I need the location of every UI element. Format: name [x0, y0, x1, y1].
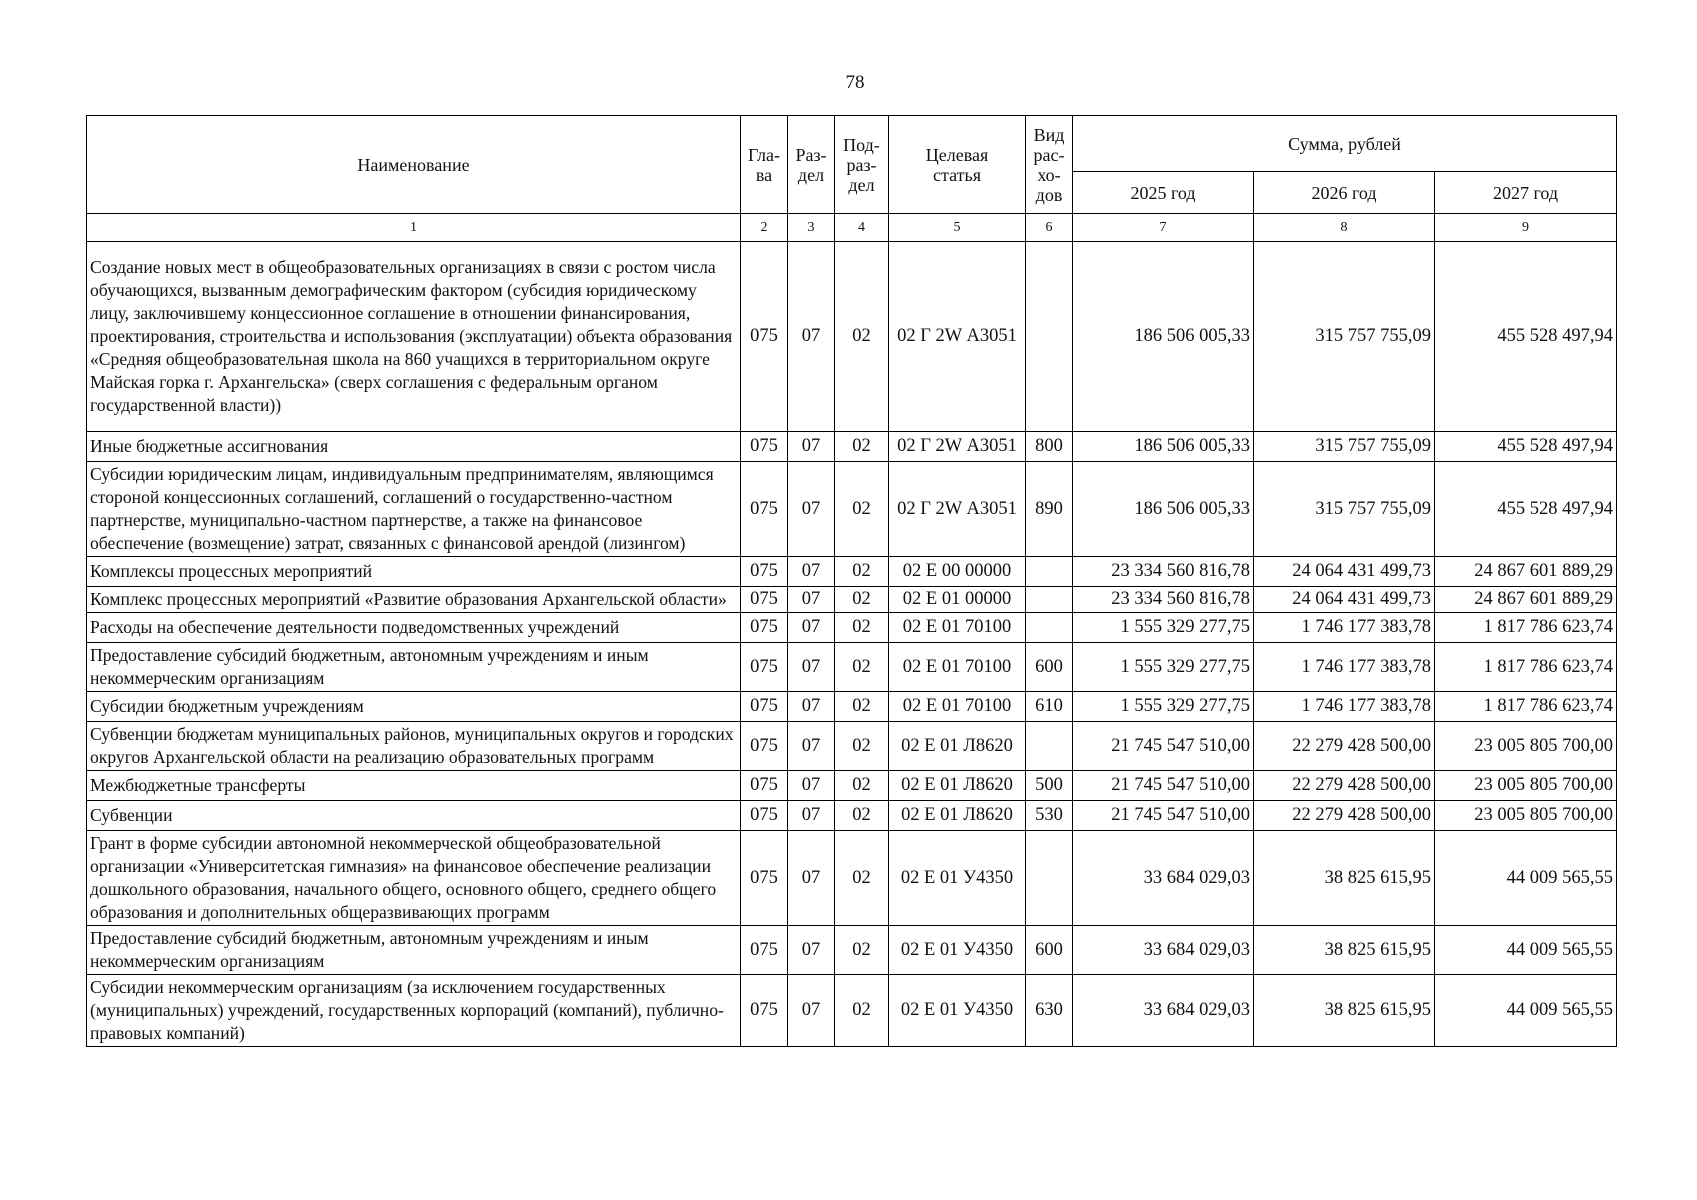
row-expense-type — [1026, 587, 1073, 613]
header-expense-type: Вид рас- хо- дов — [1026, 116, 1073, 214]
row-name: Комплексы процессных мероприятий — [87, 557, 741, 587]
header-year-2026: 2026 год — [1254, 172, 1435, 214]
row-sum-2026: 24 064 431 499,73 — [1254, 587, 1435, 613]
row-target-article: 02 Г 2W А3051 — [889, 432, 1026, 462]
table-body — [87, 242, 1617, 1047]
row-target-article: 02 Е 01 У4350 — [889, 975, 1026, 1047]
row-sum-2027: 1 817 786 623,74 — [1435, 692, 1617, 722]
row-chapter: 075 — [741, 432, 788, 462]
row-section: 07 — [788, 643, 835, 692]
row-sum-2025: 186 506 005,33 — [1073, 432, 1254, 462]
row-sum-2027: 24 867 601 889,29 — [1435, 557, 1617, 587]
row-target-article: 02 Г 2W А3051 — [889, 242, 1026, 432]
row-target-article: 02 Е 01 70100 — [889, 643, 1026, 692]
row-sum-2027: 44 009 565,55 — [1435, 831, 1617, 926]
row-subsection: 02 — [835, 587, 889, 613]
row-sum-2027: 24 867 601 889,29 — [1435, 587, 1617, 613]
row-chapter: 075 — [741, 643, 788, 692]
row-expense-type — [1026, 722, 1073, 771]
column-number: 2 — [741, 214, 788, 242]
column-numbers-row — [87, 214, 1617, 242]
row-chapter: 075 — [741, 462, 788, 557]
row-section: 07 — [788, 692, 835, 722]
row-chapter: 075 — [741, 557, 788, 587]
header-name: Наименование — [87, 116, 741, 214]
row-target-article: 02 Е 01 Л8620 — [889, 771, 1026, 801]
table-row — [87, 643, 1617, 692]
row-sum-2025: 186 506 005,33 — [1073, 462, 1254, 557]
row-sum-2026: 1 746 177 383,78 — [1254, 692, 1435, 722]
row-name: Создание новых мест в общеобразовательных организациях в связи с ростом числа обучающихся, вызванным демографическим фактором (субсидия юридическому лицу, заключившему концессионное соглашение в отношении финансирования, проектирования, строительства и использования (эксплуатации) объекта образования «Средняя общеобразовательная школа на 860 учащихся в территориальном округе Майская горка г. Архангельска» (сверх соглашения с федеральным органом государственной власти)) — [87, 242, 741, 432]
table-header — [87, 116, 1617, 242]
row-section: 07 — [788, 613, 835, 643]
row-expense-type: 610 — [1026, 692, 1073, 722]
row-name: Субсидии бюджетным учреждениям — [87, 692, 741, 722]
row-sum-2025: 33 684 029,03 — [1073, 975, 1254, 1047]
row-sum-2027: 455 528 497,94 — [1435, 432, 1617, 462]
row-section: 07 — [788, 432, 835, 462]
row-sum-2027: 44 009 565,55 — [1435, 975, 1617, 1047]
row-subsection: 02 — [835, 926, 889, 975]
row-name: Субвенции бюджетам муниципальных районов, муниципальных округов и городских округов Архангельской области на реализацию образовательных программ — [87, 722, 741, 771]
row-chapter: 075 — [741, 975, 788, 1047]
row-chapter: 075 — [741, 801, 788, 831]
table-row — [87, 462, 1617, 557]
budget-table — [86, 115, 1617, 1047]
row-target-article: 02 Е 01 У4350 — [889, 926, 1026, 975]
row-subsection: 02 — [835, 692, 889, 722]
row-expense-type — [1026, 242, 1073, 432]
row-expense-type — [1026, 557, 1073, 587]
row-target-article: 02 Е 01 70100 — [889, 692, 1026, 722]
row-section: 07 — [788, 801, 835, 831]
row-section: 07 — [788, 722, 835, 771]
row-subsection: 02 — [835, 722, 889, 771]
row-expense-type: 890 — [1026, 462, 1073, 557]
table-row — [87, 432, 1617, 462]
table-row — [87, 926, 1617, 975]
row-sum-2027: 1 817 786 623,74 — [1435, 613, 1617, 643]
row-section: 07 — [788, 557, 835, 587]
table-row — [87, 557, 1617, 587]
table-row — [87, 801, 1617, 831]
row-target-article: 02 Е 01 У4350 — [889, 831, 1026, 926]
row-subsection: 02 — [835, 613, 889, 643]
row-section: 07 — [788, 242, 835, 432]
row-sum-2027: 1 817 786 623,74 — [1435, 643, 1617, 692]
row-subsection: 02 — [835, 557, 889, 587]
row-name: Комплекс процессных мероприятий «Развитие образования Архангельской области» — [87, 587, 741, 613]
row-subsection: 02 — [835, 462, 889, 557]
row-sum-2025: 21 745 547 510,00 — [1073, 771, 1254, 801]
page-number: 78 — [845, 72, 865, 93]
row-sum-2026: 22 279 428 500,00 — [1254, 801, 1435, 831]
row-expense-type: 530 — [1026, 801, 1073, 831]
row-sum-2026: 1 746 177 383,78 — [1254, 613, 1435, 643]
row-name: Субсидии некоммерческим организациям (за исключением государственных (муниципальных) учреждений, государственных корпораций (компаний), публично-правовых компаний) — [87, 975, 741, 1047]
table-row — [87, 692, 1617, 722]
row-sum-2027: 23 005 805 700,00 — [1435, 801, 1617, 831]
row-name: Межбюджетные трансферты — [87, 771, 741, 801]
row-sum-2026: 22 279 428 500,00 — [1254, 771, 1435, 801]
row-sum-2025: 23 334 560 816,78 — [1073, 557, 1254, 587]
column-number: 8 — [1254, 214, 1435, 242]
row-subsection: 02 — [835, 831, 889, 926]
row-expense-type — [1026, 613, 1073, 643]
row-sum-2027: 23 005 805 700,00 — [1435, 771, 1617, 801]
header-year-2027: 2027 год — [1435, 172, 1617, 214]
column-number: 5 — [889, 214, 1026, 242]
row-subsection: 02 — [835, 801, 889, 831]
row-name: Иные бюджетные ассигнования — [87, 432, 741, 462]
row-sum-2026: 315 757 755,09 — [1254, 242, 1435, 432]
row-name: Субвенции — [87, 801, 741, 831]
column-number: 3 — [788, 214, 835, 242]
column-number: 6 — [1026, 214, 1073, 242]
row-expense-type: 630 — [1026, 975, 1073, 1047]
row-sum-2026: 22 279 428 500,00 — [1254, 722, 1435, 771]
row-sum-2026: 38 825 615,95 — [1254, 926, 1435, 975]
row-sum-2025: 1 555 329 277,75 — [1073, 613, 1254, 643]
row-subsection: 02 — [835, 432, 889, 462]
row-sum-2026: 315 757 755,09 — [1254, 432, 1435, 462]
row-chapter: 075 — [741, 242, 788, 432]
header-subsection: Под- раз- дел — [835, 116, 889, 214]
row-subsection: 02 — [835, 975, 889, 1047]
row-sum-2027: 23 005 805 700,00 — [1435, 722, 1617, 771]
row-sum-2025: 186 506 005,33 — [1073, 242, 1254, 432]
row-sum-2026: 315 757 755,09 — [1254, 462, 1435, 557]
row-expense-type: 600 — [1026, 926, 1073, 975]
row-sum-2026: 24 064 431 499,73 — [1254, 557, 1435, 587]
row-target-article: 02 Е 01 Л8620 — [889, 722, 1026, 771]
row-sum-2025: 23 334 560 816,78 — [1073, 587, 1254, 613]
row-chapter: 075 — [741, 722, 788, 771]
table-row — [87, 587, 1617, 613]
row-sum-2025: 21 745 547 510,00 — [1073, 722, 1254, 771]
row-section: 07 — [788, 771, 835, 801]
row-target-article: 02 Г 2W А3051 — [889, 462, 1026, 557]
row-name: Предоставление субсидий бюджетным, автономным учреждениям и иным некоммерческим организациям — [87, 643, 741, 692]
row-sum-2025: 1 555 329 277,75 — [1073, 692, 1254, 722]
row-section: 07 — [788, 831, 835, 926]
row-sum-2025: 21 745 547 510,00 — [1073, 801, 1254, 831]
row-sum-2026: 38 825 615,95 — [1254, 831, 1435, 926]
row-section: 07 — [788, 462, 835, 557]
row-expense-type — [1026, 831, 1073, 926]
row-name: Предоставление субсидий бюджетным, автономным учреждениям и иным некоммерческим организациям — [87, 926, 741, 975]
header-sum: Сумма, рублей — [1073, 116, 1617, 172]
row-section: 07 — [788, 926, 835, 975]
row-sum-2025: 1 555 329 277,75 — [1073, 643, 1254, 692]
row-sum-2026: 38 825 615,95 — [1254, 975, 1435, 1047]
row-chapter: 075 — [741, 587, 788, 613]
row-name: Расходы на обеспечение деятельности подведомственных учреждений — [87, 613, 741, 643]
table-row — [87, 722, 1617, 771]
row-chapter: 075 — [741, 831, 788, 926]
table-row — [87, 613, 1617, 643]
column-number: 1 — [87, 214, 741, 242]
row-sum-2026: 1 746 177 383,78 — [1254, 643, 1435, 692]
table-row — [87, 771, 1617, 801]
row-expense-type: 500 — [1026, 771, 1073, 801]
table-row — [87, 831, 1617, 926]
column-number: 7 — [1073, 214, 1254, 242]
table-row — [87, 975, 1617, 1047]
row-chapter: 075 — [741, 613, 788, 643]
row-name: Субсидии юридическим лицам, индивидуальным предпринимателям, являющимся стороной концессионных соглашений, соглашений о государственно-частном партнерстве, муниципально-частном партнерстве, а также на финансовое обеспечение (возмещение) затрат, связанных с финансовой арендой (лизингом) — [87, 462, 741, 557]
row-expense-type: 800 — [1026, 432, 1073, 462]
column-number: 4 — [835, 214, 889, 242]
header-chapter: Гла- ва — [741, 116, 788, 214]
row-chapter: 075 — [741, 771, 788, 801]
row-section: 07 — [788, 587, 835, 613]
row-chapter: 075 — [741, 692, 788, 722]
row-target-article: 02 Е 00 00000 — [889, 557, 1026, 587]
row-target-article: 02 Е 01 00000 — [889, 587, 1026, 613]
row-sum-2025: 33 684 029,03 — [1073, 926, 1254, 975]
header-target-article: Целевая статья — [889, 116, 1026, 214]
row-subsection: 02 — [835, 242, 889, 432]
row-chapter: 075 — [741, 926, 788, 975]
header-section: Раз- дел — [788, 116, 835, 214]
row-sum-2027: 44 009 565,55 — [1435, 926, 1617, 975]
table-row — [87, 242, 1617, 432]
row-expense-type: 600 — [1026, 643, 1073, 692]
header-year-2025: 2025 год — [1073, 172, 1254, 214]
row-sum-2025: 33 684 029,03 — [1073, 831, 1254, 926]
row-target-article: 02 Е 01 70100 — [889, 613, 1026, 643]
row-target-article: 02 Е 01 Л8620 — [889, 801, 1026, 831]
row-subsection: 02 — [835, 771, 889, 801]
row-sum-2027: 455 528 497,94 — [1435, 462, 1617, 557]
row-sum-2027: 455 528 497,94 — [1435, 242, 1617, 432]
row-subsection: 02 — [835, 643, 889, 692]
column-number: 9 — [1435, 214, 1617, 242]
row-name: Грант в форме субсидии автономной некоммерческой общеобразовательной организации «Университетская гимназия» на финансовое обеспечение реализации дошкольного образования, начального общего, основного общего, среднего общего образования и дополнительных общеразвивающих программ — [87, 831, 741, 926]
row-section: 07 — [788, 975, 835, 1047]
